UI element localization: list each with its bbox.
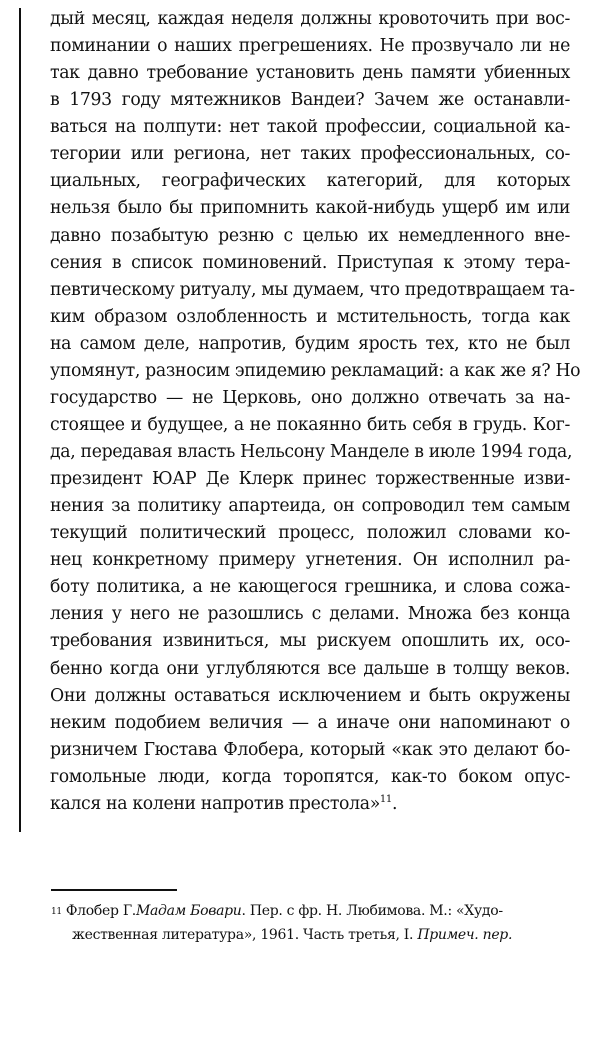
margin-change-bar bbox=[19, 8, 21, 832]
text-line bbox=[50, 358, 581, 385]
footnote-author: Флобер Г. bbox=[65, 903, 136, 919]
text-line bbox=[50, 493, 570, 520]
text-line bbox=[50, 601, 570, 628]
text-line-content: бенно когда они углубляются все дальше в толщу веков. bbox=[50, 658, 570, 679]
text-line bbox=[50, 520, 570, 547]
text-line-content: государство — не Церковь, оно должно отвечать за на- bbox=[50, 387, 570, 408]
text-line bbox=[50, 385, 570, 412]
text-line bbox=[50, 141, 570, 168]
text-line-content: ким образом озлобленность и мстительность, тогда как bbox=[50, 306, 570, 327]
text-line-content: тегории или региона, нет таких профессиональных, со- bbox=[50, 144, 570, 165]
footnote-rest: . Пер. с фр. Н. Любимова. М.: «Худо- bbox=[241, 903, 503, 919]
text-line bbox=[50, 683, 570, 710]
text-line bbox=[50, 114, 570, 141]
text-line bbox=[50, 223, 570, 250]
text-line-content: требования извиниться, мы рискуем опошлить их, осо- bbox=[50, 631, 570, 652]
text-line-content: боту политика, а не кающегося грешника, и слова сожа- bbox=[50, 577, 570, 598]
text-line bbox=[50, 60, 570, 87]
text-line-content: поминании о наших прегрешениях. Не прозвучало ли не bbox=[50, 36, 570, 57]
text-line bbox=[50, 574, 570, 601]
text-line bbox=[50, 439, 573, 466]
text-line bbox=[50, 331, 570, 358]
sentence-end: . bbox=[391, 793, 398, 814]
text-line-content: на самом деле, напротив, будим ярость тех, кто не был bbox=[50, 333, 570, 354]
footnote-title: Мадам Бовари bbox=[135, 903, 242, 919]
text-line bbox=[50, 195, 570, 222]
footnote-line-1 bbox=[51, 899, 569, 923]
text-line-content: нец конкретному примеру угнетения. Он исполнил ра- bbox=[50, 550, 570, 571]
text-line-content: стоящее и будущее, а не покаянно бить себя в грудь. Ког- bbox=[50, 414, 570, 435]
footnote-note: Примеч. пер. bbox=[417, 927, 513, 943]
text-line-content: циальных, географических категорий, для которых bbox=[50, 171, 570, 192]
text-line-content: нения за политику апартеида, он сопроводил тем самым bbox=[50, 496, 570, 517]
text-line bbox=[50, 277, 575, 304]
footnote-reference[interactable]: 11 bbox=[379, 794, 392, 806]
text-line-content: дый месяц, каждая неделя должны кровоточить при вос- bbox=[50, 9, 570, 29]
text-line-content: давно позабытую резню с целью их немедленного вне- bbox=[50, 225, 570, 246]
text-line bbox=[50, 33, 570, 60]
footnote-line-2 bbox=[51, 923, 569, 947]
text-line-content: президент ЮАР Де Клерк принес торжественные изви- bbox=[50, 469, 570, 490]
text-line bbox=[50, 628, 570, 655]
text-line-content: упомянут, разносим эпидемию рекламаций: а как же я? Но bbox=[50, 360, 581, 381]
text-line bbox=[50, 710, 570, 737]
text-line bbox=[50, 656, 570, 683]
footnote-text: жественная литература», 1961. Часть третья, I. bbox=[72, 927, 418, 943]
text-line-content: неким подобием величия — а иначе они напоминают о bbox=[50, 712, 570, 733]
text-line-content: певтическому ритуалу, мы думаем, что предотвращаем та- bbox=[50, 279, 575, 300]
text-line-content: кался на колени напротив престола» bbox=[50, 793, 380, 814]
footnote bbox=[51, 899, 569, 947]
text-line bbox=[50, 87, 570, 114]
text-line-content: текущий политический процесс, положил словами ко- bbox=[50, 523, 570, 544]
main-text bbox=[50, 6, 581, 818]
text-line-content: ваться на полпути: нет такой профессии, социальной ка- bbox=[50, 117, 570, 138]
text-line-content: сения в список поминовений. Приступая к этому тера- bbox=[50, 252, 570, 273]
text-line-content: так давно требование установить день памяти убиенных bbox=[50, 63, 570, 84]
text-line bbox=[50, 168, 570, 195]
text-line bbox=[50, 6, 570, 33]
text-line bbox=[50, 304, 570, 331]
text-line-content: в 1793 году мятежников Вандеи? Зачем же останавли- bbox=[50, 90, 570, 111]
text-line bbox=[50, 547, 570, 574]
footnote-separator bbox=[51, 889, 177, 891]
text-line-content: нельзя было бы припомнить какой-нибудь ущерб им или bbox=[50, 198, 570, 219]
text-line-content: ризничем Гюстава Флобера, который «как это делают бо- bbox=[50, 739, 570, 760]
text-line bbox=[50, 466, 570, 493]
text-line bbox=[50, 737, 570, 764]
text-line-content: Они должны оставаться исключением и быть окружены bbox=[50, 685, 570, 706]
text-line-content: да, передавая власть Нельсону Манделе в июле 1994 года, bbox=[50, 442, 573, 462]
text-line bbox=[50, 791, 570, 818]
text-line bbox=[50, 250, 570, 277]
text-line bbox=[50, 412, 570, 439]
text-line bbox=[50, 764, 570, 791]
text-line-content: гомольные люди, когда торопятся, как-то боком опус- bbox=[50, 766, 570, 787]
text-line-content: ления у него не разошлись с делами. Множа без конца bbox=[50, 604, 570, 625]
footnote-number: 11 bbox=[51, 907, 62, 917]
